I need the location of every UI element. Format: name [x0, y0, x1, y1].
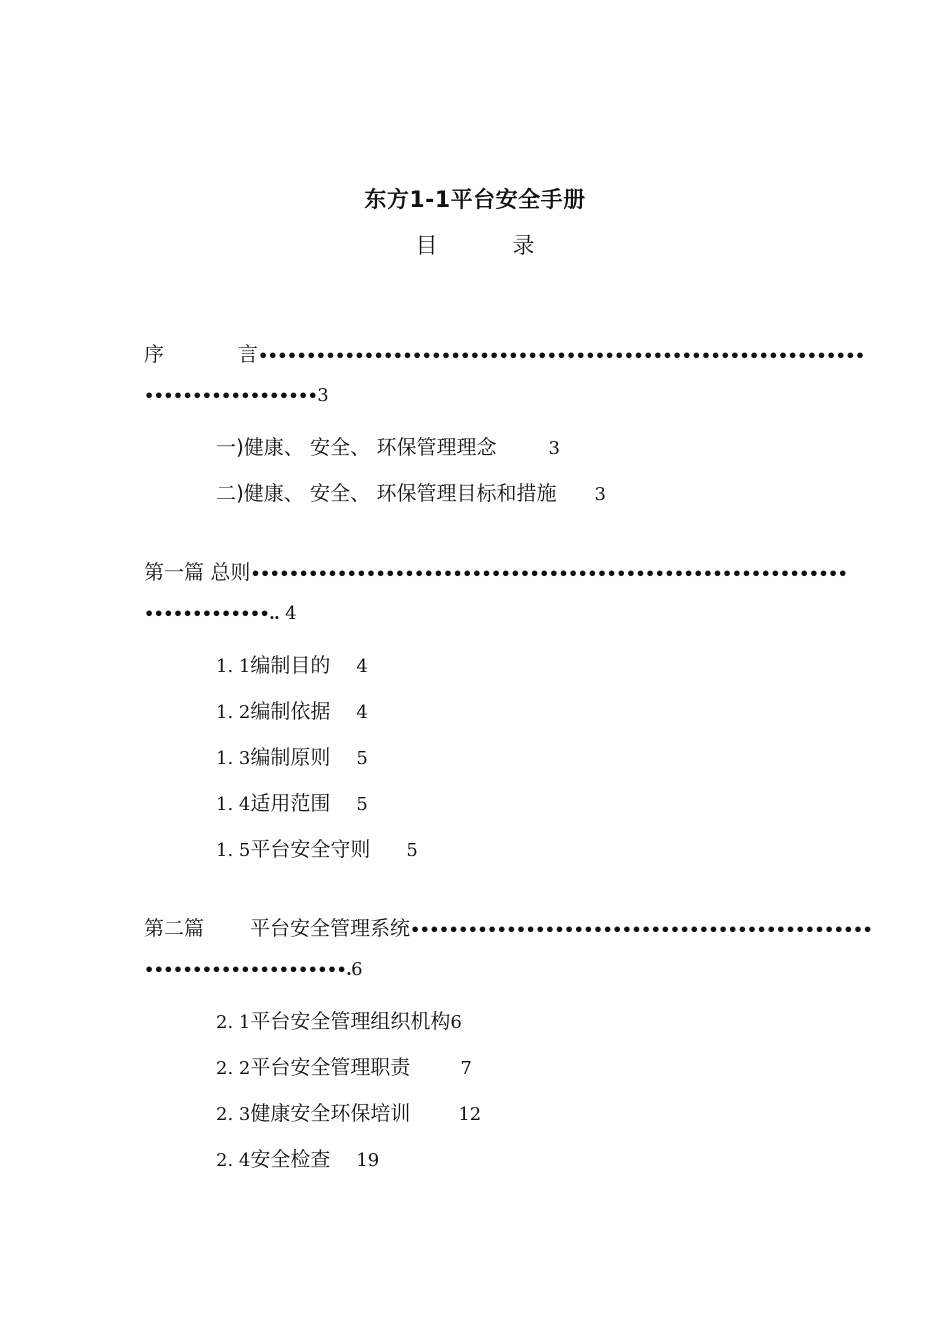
toc-page-number: 3 — [548, 438, 560, 459]
toc-subentry[interactable] — [216, 743, 368, 773]
toc-subentry-label: 编制目的 — [250, 653, 331, 677]
toc-subentry-label: 适用范围 — [250, 791, 331, 815]
leader-dots: •••••••••••••••••••••. — [144, 960, 352, 979]
toc-subentry-label: 编制依据 — [250, 699, 331, 723]
toc-subentry[interactable] — [216, 479, 606, 509]
toc-subentry[interactable] — [216, 433, 560, 463]
section-number: 1. 1 — [216, 656, 251, 677]
toc-entry-part2[interactable] — [144, 914, 872, 944]
toc-subentry-label: 平台安全守则 — [250, 837, 371, 861]
toc-subentry[interactable] — [216, 1145, 379, 1175]
toc-page-number: 6 — [351, 959, 363, 980]
toc-page-number: 4 — [285, 603, 297, 624]
preface-label-a: 序 — [144, 342, 164, 366]
toc-subentry[interactable] — [216, 1099, 481, 1129]
toc-subentry-label: 安全检查 — [250, 1147, 331, 1171]
toc-entry-part1[interactable] — [144, 558, 847, 588]
toc-page-number: 6 — [450, 1012, 462, 1033]
toc-subentry-label: 平台安全管理组织机构 — [250, 1009, 451, 1033]
part1-label: 第一篇 总则 — [144, 560, 251, 584]
toc-heading: 目 录 — [415, 234, 569, 259]
section-number: 1. 4 — [216, 794, 251, 815]
toc-page-number: 5 — [356, 748, 368, 769]
toc-page-number: 12 — [458, 1104, 482, 1125]
toc-subentry[interactable] — [216, 835, 418, 865]
toc-page-number: 3 — [594, 484, 606, 505]
leader-dots: •••••••••••••••••••••••••••••••••••••••••••••••• — [410, 920, 873, 939]
toc-subentry-label: 一)健康、 安全、 环保管理理念 — [216, 435, 497, 459]
toc-page-number: 4 — [356, 656, 368, 677]
toc-page-number: 5 — [406, 840, 418, 861]
toc-entry-preface-cont[interactable] — [144, 380, 329, 410]
section-number: 2. 2 — [216, 1058, 251, 1079]
section-number: 2. 1 — [216, 1012, 251, 1033]
toc-page-number: 3 — [317, 385, 329, 406]
toc-page-number: 7 — [460, 1058, 472, 1079]
toc-entry-preface[interactable] — [144, 340, 864, 370]
toc-page-number: 19 — [356, 1150, 380, 1171]
section-number: 1. 5 — [216, 840, 251, 861]
section-number: 1. 2 — [216, 702, 251, 723]
toc-subentry-label: 编制原则 — [250, 745, 331, 769]
leader-dots: ••••••••••••••••••••••••••••••••••••••••••••••••••••••••••••••• — [258, 346, 865, 365]
toc-subentry[interactable] — [216, 1053, 472, 1083]
section-number: 1. 3 — [216, 748, 251, 769]
toc-subentry[interactable] — [216, 697, 368, 727]
document-title: 东方1-1平台安全手册 — [364, 188, 586, 213]
toc-entry-part1-cont[interactable] — [144, 598, 297, 628]
part2-label-b: 平台安全管理系统 — [250, 916, 410, 940]
toc-page-number: 5 — [356, 794, 368, 815]
preface-label-b: 言 — [238, 342, 258, 366]
section-number: 2. 3 — [216, 1104, 251, 1125]
toc-subentry[interactable] — [216, 789, 368, 819]
toc-entry-part2-cont[interactable] — [144, 954, 363, 984]
toc-subentry-label: 平台安全管理职责 — [250, 1055, 411, 1079]
toc-subentry-label: 健康安全环保培训 — [250, 1101, 411, 1125]
section-number: 2. 4 — [216, 1150, 251, 1171]
toc-page-number: 4 — [356, 702, 368, 723]
leader-dots: •••••••••••••••••• — [144, 386, 318, 405]
leader-dots: •••••••••••••••••••••••••••••••••••••••••••••••••••••••••••••• — [250, 564, 848, 583]
toc-subentry[interactable] — [216, 1007, 462, 1037]
toc-subentry-label: 二)健康、 安全、 环保管理目标和措施 — [216, 481, 557, 505]
toc-subentry[interactable] — [216, 651, 368, 681]
part2-label-a: 第二篇 — [144, 916, 204, 940]
leader-dots: •••••••••••••.. — [144, 604, 280, 623]
